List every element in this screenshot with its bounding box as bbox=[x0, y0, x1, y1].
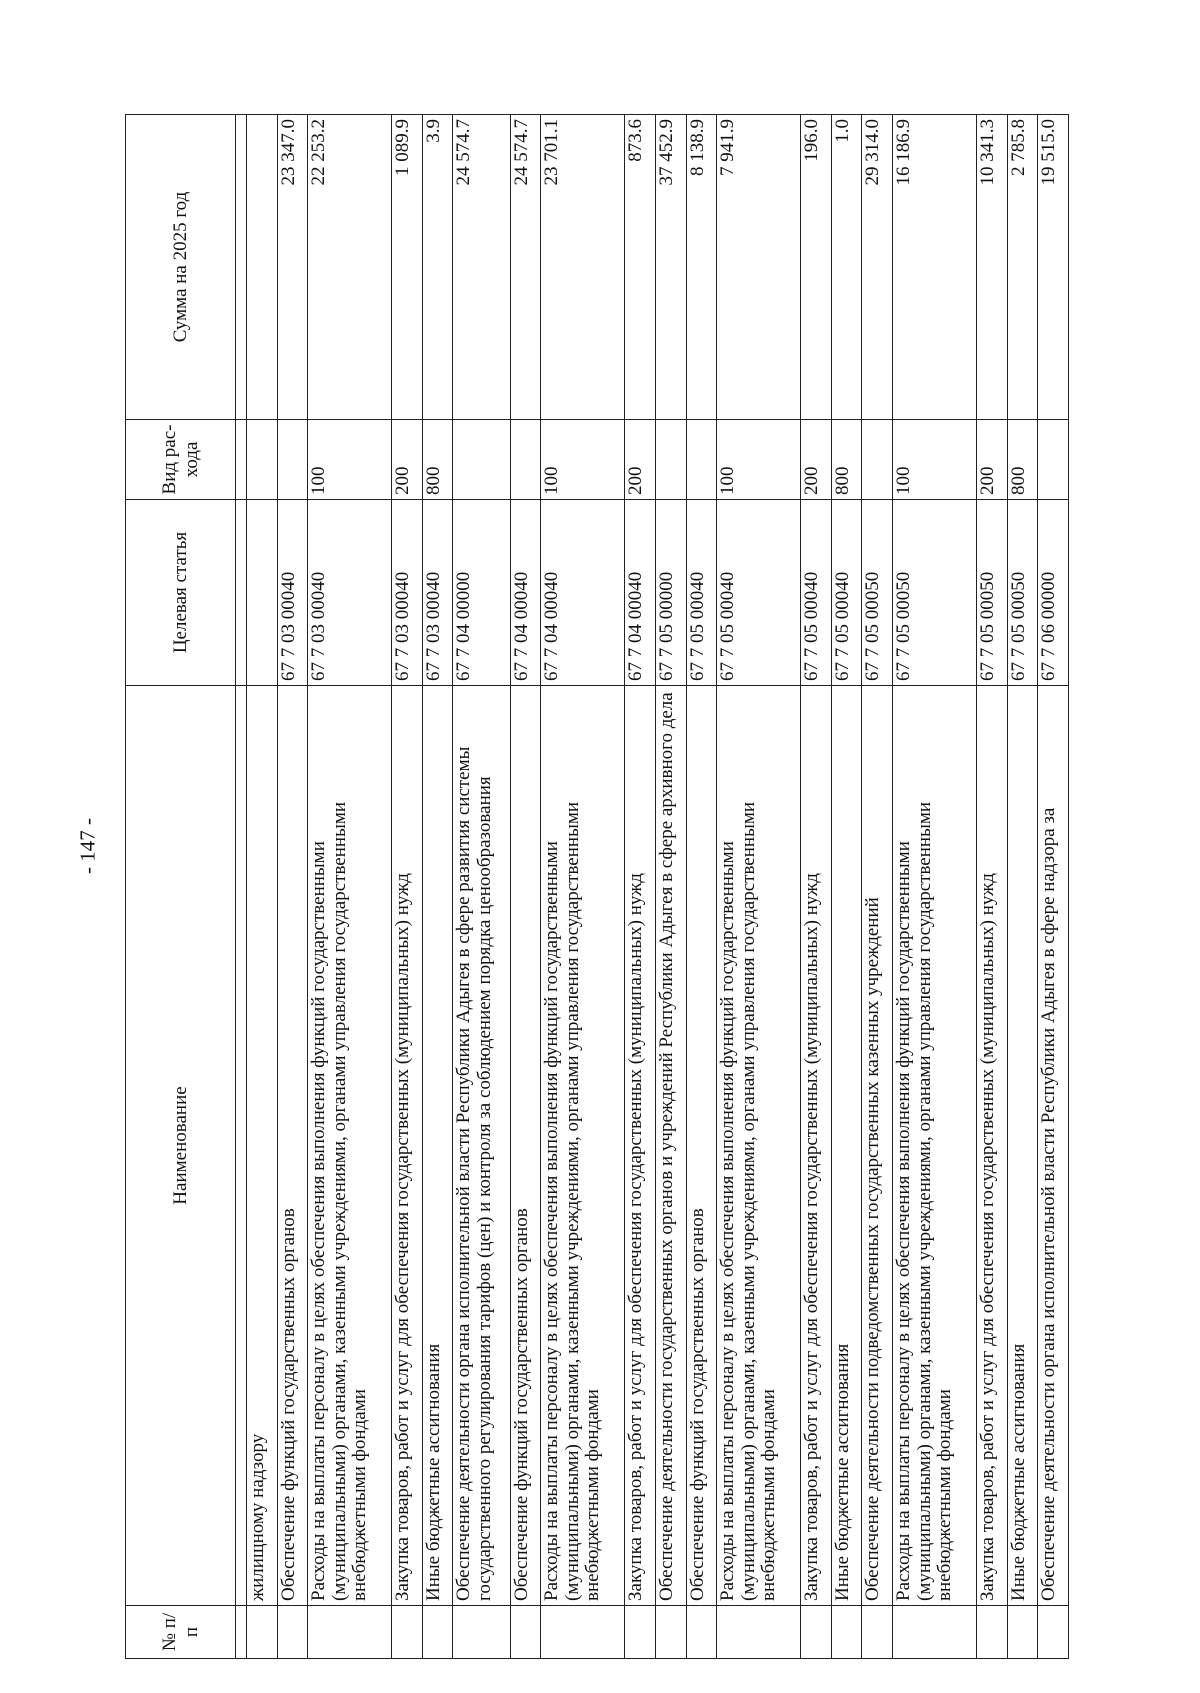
cell-target: 67 7 05 00040 bbox=[831, 500, 862, 686]
cell-name: Закупка товаров, работ и услуг для обеспечения государственных (муниципальных) нужд bbox=[392, 686, 423, 1606]
cell-name: Обеспечение деятельности органа исполнительной власти Республики Адыгея в сфере надзора за bbox=[1038, 686, 1069, 1606]
table-row bbox=[277, 115, 308, 1659]
cell-type: 200 bbox=[977, 420, 1008, 500]
cell-type bbox=[453, 420, 510, 500]
cell-target: 67 7 03 00040 bbox=[277, 500, 308, 686]
table-row bbox=[656, 115, 687, 1659]
cell-type: 100 bbox=[717, 420, 801, 500]
cell-target: 67 7 05 00050 bbox=[893, 500, 977, 686]
cell-target: 67 7 03 00040 bbox=[422, 500, 453, 686]
cell-name: Расходы на выплаты персоналу в целях обеспечения выполнения функций государственными (муниципальными) органами, казенными учреждениями, органами управления государственными внебюджетными фондами bbox=[541, 686, 625, 1606]
cell-name: Закупка товаров, работ и услуг для обеспечения государственных (муниципальных) нужд bbox=[625, 686, 656, 1606]
cell-num bbox=[541, 1606, 625, 1659]
table-header-row bbox=[126, 115, 236, 1659]
table-row bbox=[977, 115, 1008, 1659]
cell-name: Закупка товаров, работ и услуг для обеспечения государственных (муниципальных) нужд bbox=[801, 686, 832, 1606]
table-row bbox=[801, 115, 832, 1659]
table-row bbox=[717, 115, 801, 1659]
cell-num bbox=[422, 1606, 453, 1659]
cell-sum bbox=[247, 115, 278, 420]
cell-num bbox=[656, 1606, 687, 1659]
cell-type bbox=[1038, 420, 1069, 500]
cell-name: Иные бюджетные ассигнования bbox=[1007, 686, 1038, 1606]
budget-table bbox=[125, 114, 1069, 1659]
cell-sum: 24 574.7 bbox=[510, 115, 541, 420]
cell-sum: 3.9 bbox=[422, 115, 453, 420]
cell-num bbox=[893, 1606, 977, 1659]
cell-sum: 8 138.9 bbox=[686, 115, 717, 420]
cell-name: Расходы на выплаты персоналу в целях обеспечения выполнения функций государственными (муниципальными) органами, казенными учреждениями, органами управления государственными внебюджетными фондами bbox=[308, 686, 392, 1606]
header-spacer-row bbox=[236, 115, 247, 1659]
cell-type: 800 bbox=[831, 420, 862, 500]
cell-target: 67 7 05 00000 bbox=[656, 500, 687, 686]
cell-type bbox=[656, 420, 687, 500]
table-row bbox=[686, 115, 717, 1659]
cell-num bbox=[392, 1606, 423, 1659]
spacer-cell bbox=[236, 115, 247, 420]
cell-sum: 23 701.1 bbox=[541, 115, 625, 420]
cell-name: жилищному надзору bbox=[247, 686, 278, 1606]
cell-num bbox=[453, 1606, 510, 1659]
table-row bbox=[1007, 115, 1038, 1659]
spacer-cell bbox=[236, 686, 247, 1606]
cell-target: 67 7 05 00050 bbox=[977, 500, 1008, 686]
cell-sum: 22 253.2 bbox=[308, 115, 392, 420]
cell-type: 100 bbox=[541, 420, 625, 500]
cell-sum: 16 186.9 bbox=[893, 115, 977, 420]
table-row bbox=[392, 115, 423, 1659]
table-row bbox=[625, 115, 656, 1659]
table-row bbox=[831, 115, 862, 1659]
cell-sum: 29 314.0 bbox=[862, 115, 893, 420]
table-row bbox=[247, 115, 278, 1659]
cell-target: 67 7 06 00000 bbox=[1038, 500, 1069, 686]
cell-num bbox=[308, 1606, 392, 1659]
cell-sum: 24 574.7 bbox=[453, 115, 510, 420]
cell-num bbox=[510, 1606, 541, 1659]
cell-name: Обеспечение деятельности государственных органов и учреждений Республики Адыгея в сфере архивного дела bbox=[656, 686, 687, 1606]
table-row bbox=[453, 115, 510, 1659]
table-row bbox=[308, 115, 392, 1659]
cell-type bbox=[862, 420, 893, 500]
budget-table-container bbox=[125, 115, 1069, 1659]
cell-name: Иные бюджетные ассигнования bbox=[831, 686, 862, 1606]
cell-target: 67 7 04 00000 bbox=[453, 500, 510, 686]
cell-target: 67 7 05 00040 bbox=[686, 500, 717, 686]
header-num: № п/п bbox=[126, 1606, 236, 1659]
table-row bbox=[862, 115, 893, 1659]
cell-num bbox=[686, 1606, 717, 1659]
cell-num bbox=[831, 1606, 862, 1659]
cell-sum: 196.0 bbox=[801, 115, 832, 420]
cell-type bbox=[247, 420, 278, 500]
header-target: Целевая статья bbox=[126, 500, 236, 686]
cell-name: Обеспечение функций государственных органов bbox=[277, 686, 308, 1606]
cell-target: 67 7 03 00040 bbox=[308, 500, 392, 686]
cell-sum: 873.6 bbox=[625, 115, 656, 420]
cell-type bbox=[510, 420, 541, 500]
cell-name: Закупка товаров, работ и услуг для обеспечения государственных (муниципальных) нужд bbox=[977, 686, 1008, 1606]
cell-num bbox=[977, 1606, 1008, 1659]
cell-sum: 37 452.9 bbox=[656, 115, 687, 420]
table-row bbox=[541, 115, 625, 1659]
cell-target: 67 7 05 00050 bbox=[862, 500, 893, 686]
cell-name: Обеспечение деятельности органа исполнительной власти Республики Адыгея в сфере развития системы государственного регулирования тарифов (цен) и контроля за соблюдением порядка ценообразования bbox=[453, 686, 510, 1606]
cell-target bbox=[247, 500, 278, 686]
table-row bbox=[893, 115, 977, 1659]
cell-type: 800 bbox=[422, 420, 453, 500]
cell-type bbox=[277, 420, 308, 500]
cell-name: Обеспечение функций государственных органов bbox=[686, 686, 717, 1606]
table-row bbox=[422, 115, 453, 1659]
cell-num bbox=[862, 1606, 893, 1659]
table-row bbox=[510, 115, 541, 1659]
cell-type: 100 bbox=[308, 420, 392, 500]
table-row bbox=[1038, 115, 1069, 1659]
cell-num bbox=[247, 1606, 278, 1659]
cell-name: Расходы на выплаты персоналу в целях обеспечения выполнения функций государственными (муниципальными) органами, казенными учреждениями, органами управления государственными внебюджетными фондами bbox=[717, 686, 801, 1606]
cell-num bbox=[801, 1606, 832, 1659]
cell-type: 200 bbox=[801, 420, 832, 500]
cell-sum: 10 341.3 bbox=[977, 115, 1008, 420]
header-type: Вид рас-хода bbox=[126, 420, 236, 500]
cell-num bbox=[1007, 1606, 1038, 1659]
cell-type: 800 bbox=[1007, 420, 1038, 500]
cell-target: 67 7 04 00040 bbox=[625, 500, 656, 686]
cell-type: 200 bbox=[392, 420, 423, 500]
cell-target: 67 7 03 00040 bbox=[392, 500, 423, 686]
cell-name: Иные бюджетные ассигнования bbox=[422, 686, 453, 1606]
cell-target: 67 7 05 00050 bbox=[1007, 500, 1038, 686]
cell-num bbox=[1038, 1606, 1069, 1659]
cell-sum: 1.0 bbox=[831, 115, 862, 420]
cell-name: Обеспечение деятельности подведомственных государственных казенных учреждений bbox=[862, 686, 893, 1606]
cell-name: Обеспечение функций государственных органов bbox=[510, 686, 541, 1606]
cell-type: 100 bbox=[893, 420, 977, 500]
cell-num bbox=[717, 1606, 801, 1659]
table-body bbox=[247, 115, 1069, 1659]
cell-target: 67 7 05 00040 bbox=[717, 500, 801, 686]
cell-type bbox=[686, 420, 717, 500]
cell-type: 200 bbox=[625, 420, 656, 500]
cell-name: Расходы на выплаты персоналу в целях обеспечения выполнения функций государственными (муниципальными) органами, казенными учреждениями, органами управления государственными внебюджетными фондами bbox=[893, 686, 977, 1606]
cell-sum: 23 347.0 bbox=[277, 115, 308, 420]
cell-sum: 2 785.8 bbox=[1007, 115, 1038, 420]
cell-target: 67 7 04 00040 bbox=[541, 500, 625, 686]
cell-num bbox=[277, 1606, 308, 1659]
cell-num bbox=[625, 1606, 656, 1659]
page-number: - 147 - bbox=[75, 818, 100, 874]
spacer-cell bbox=[236, 420, 247, 500]
spacer-cell bbox=[236, 1606, 247, 1659]
cell-target: 67 7 05 00040 bbox=[801, 500, 832, 686]
cell-target: 67 7 04 00040 bbox=[510, 500, 541, 686]
header-sum: Сумма на 2025 год bbox=[126, 115, 236, 420]
cell-sum: 7 941.9 bbox=[717, 115, 801, 420]
header-name: Наименование bbox=[126, 686, 236, 1606]
cell-sum: 1 089.9 bbox=[392, 115, 423, 420]
cell-sum: 19 515.0 bbox=[1038, 115, 1069, 420]
spacer-cell bbox=[236, 500, 247, 686]
